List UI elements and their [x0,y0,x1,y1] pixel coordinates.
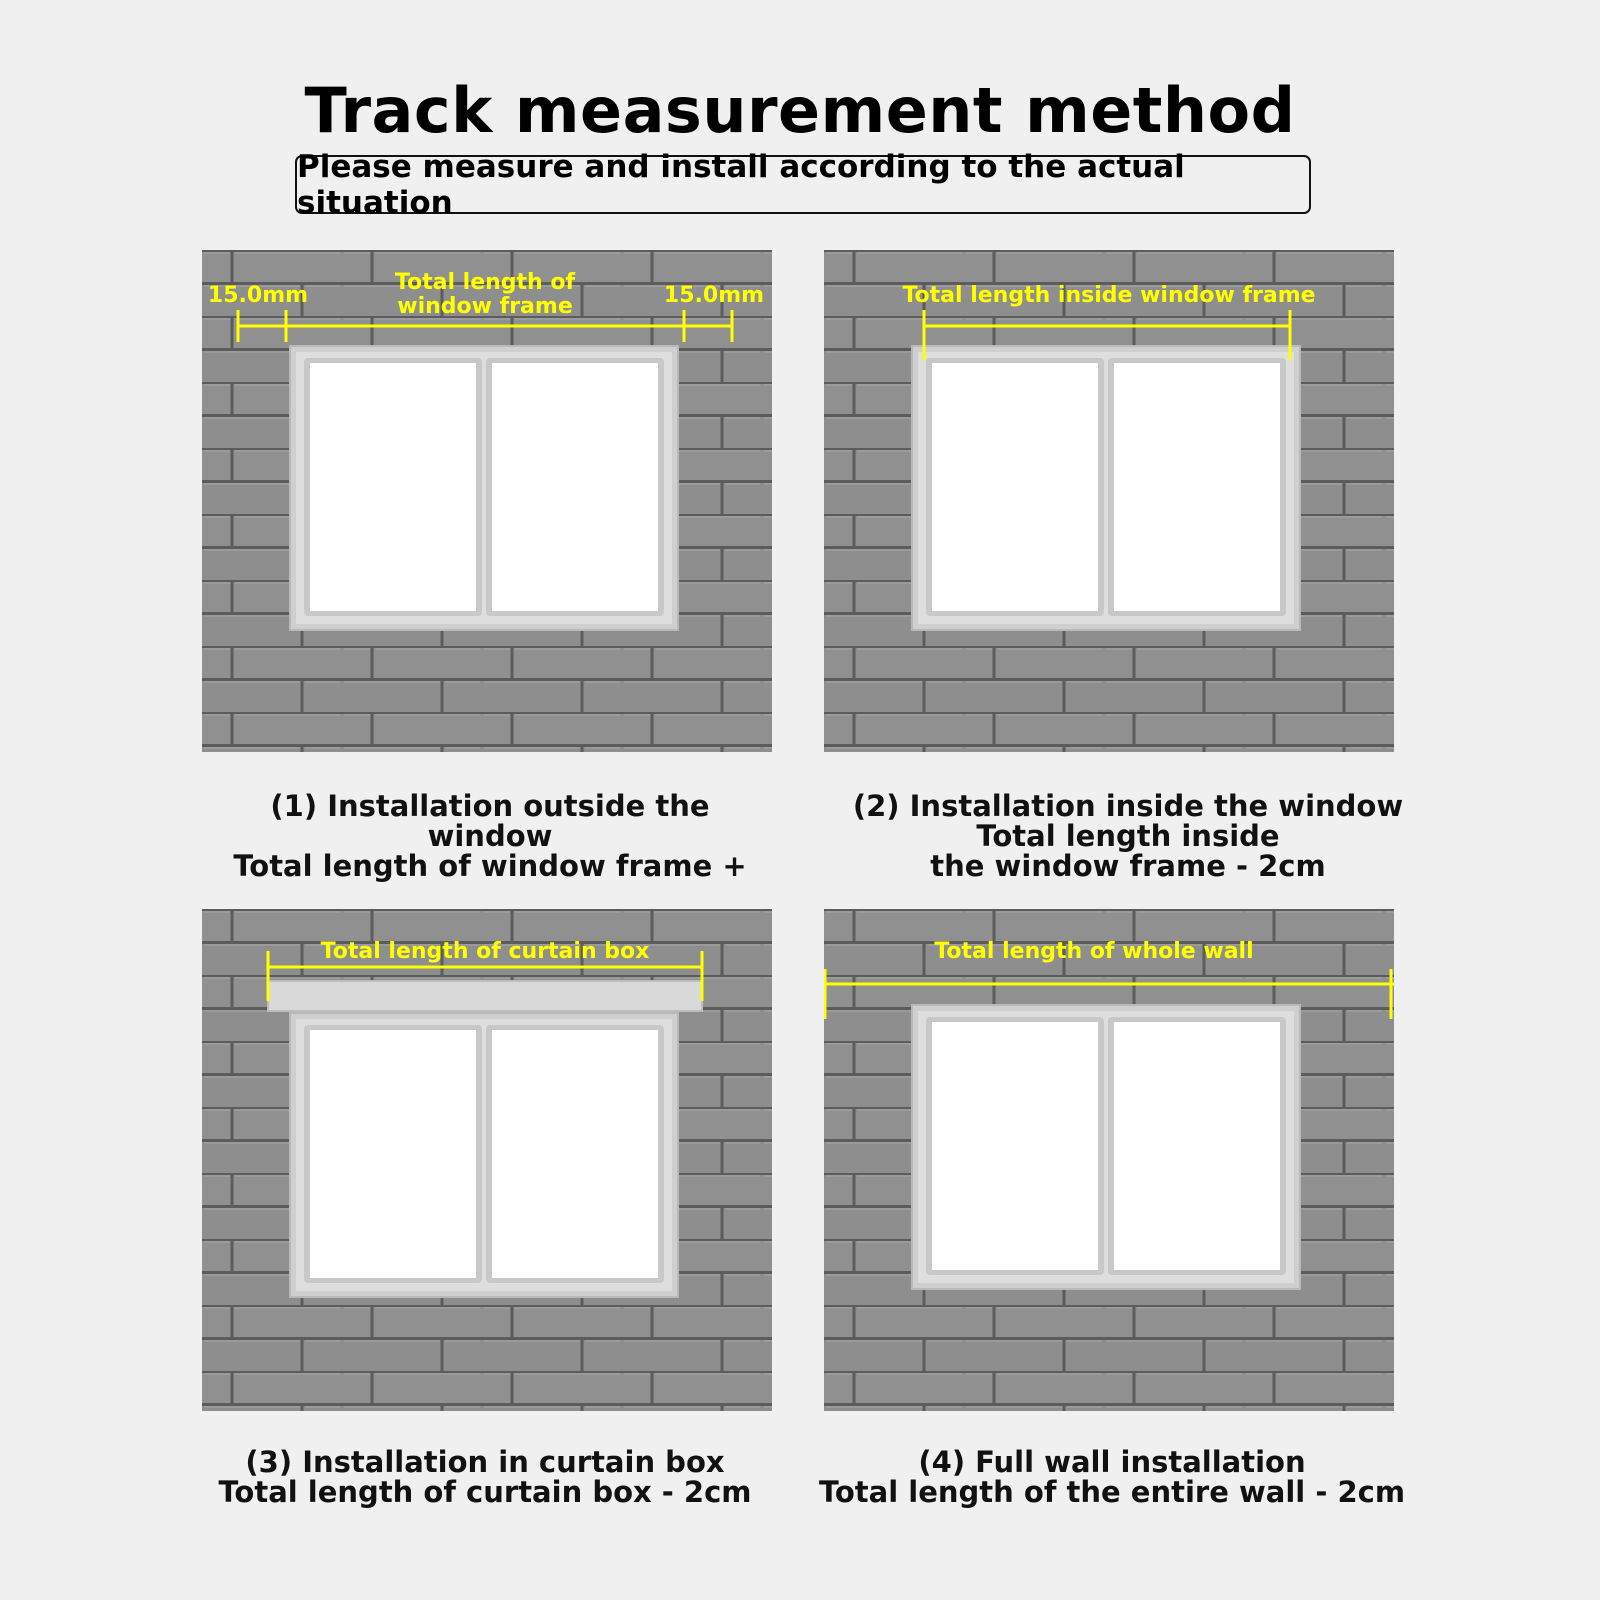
caption-line: Total length inside [976,819,1280,853]
main-measure-label-line1: Total length of [394,270,576,295]
caption-inside-window [818,791,1438,881]
caption-line: Total length of curtain box - 2cm [218,1475,752,1509]
panel-full-wall [824,909,1394,1411]
main-measure-label-line2: window frame [397,294,573,319]
main-measure-label: Total length of curtain box [320,939,650,964]
caption-curtain-box [175,1447,795,1507]
caption-line: (4) Full wall installation [918,1445,1306,1479]
panel-curtain-box [202,909,772,1411]
caption-line: (2) Installation inside the window [852,789,1404,823]
caption-line: the window frame - 2cm [930,849,1326,883]
caption-line: (3) Installation in curtain box [245,1445,725,1479]
curtain-box [268,981,702,1011]
window-illustration [912,1005,1300,1289]
caption-line: window [427,819,553,853]
left-margin-label: 15.0mm [207,283,309,308]
page-title: Track measurement method [304,74,1296,147]
window-illustration [290,346,678,630]
subtitle-box [295,148,1311,221]
caption-line: Total length of the entire wall - 2cm [818,1475,1406,1509]
right-margin-label: 15.0mm [663,283,765,308]
caption-outside-window [180,791,800,881]
main-measure-label: Total length of whole wall [934,939,1254,964]
caption-full-wall [802,1447,1422,1507]
caption-line: (1) Installation outside the [270,789,710,823]
window-illustration [290,1013,678,1297]
subtitle-text: Please measure and install according to the actual situation [297,148,1185,221]
window-illustration [912,346,1300,630]
panel-outside-window [202,250,772,752]
caption-line: Total length of window frame + [233,849,747,883]
main-measure-label: Total length inside window frame [902,283,1316,308]
panel-inside-window [824,250,1394,752]
